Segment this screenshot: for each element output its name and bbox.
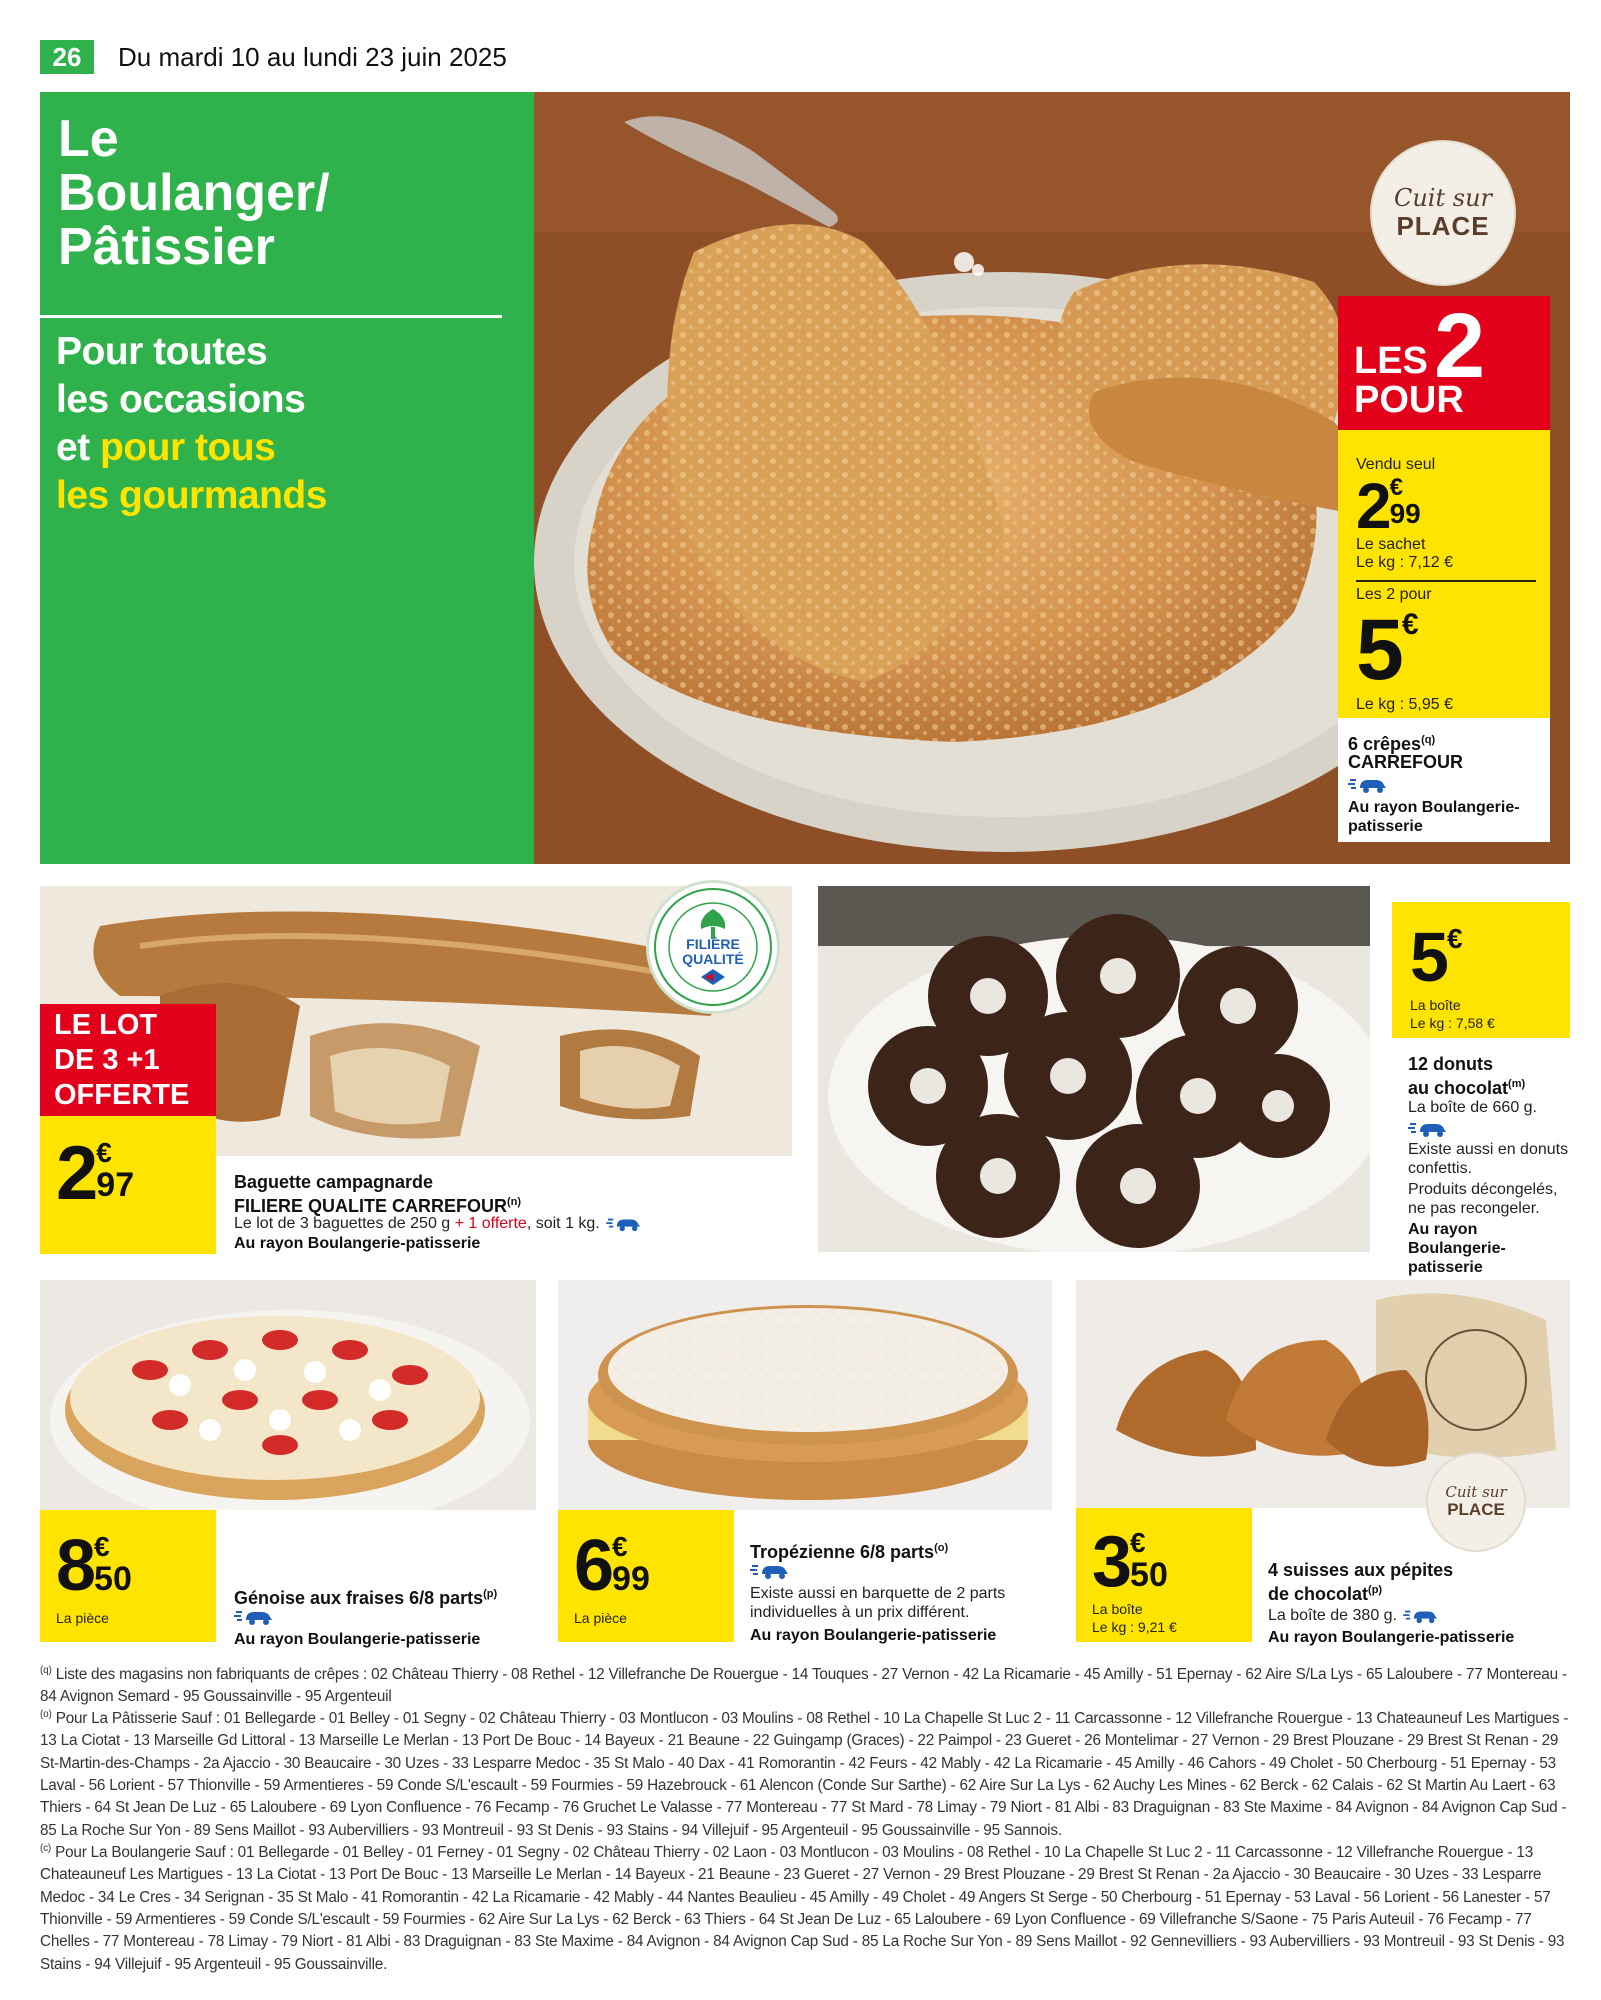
suisses-price-box: 3 € 50 La boîte Le kg : 9,21 € [1076, 1508, 1252, 1642]
section-tagline: Pour toutes les occasions et pour tous les gourmands [56, 330, 327, 517]
promo-les-2-pour: LES 2 POUR [1338, 296, 1550, 430]
baguette-price: 2 € 97 [56, 1131, 135, 1216]
donuts-price-box: 5 € La boîte Le kg : 7,58 € [1392, 902, 1570, 1038]
unit-label: Le sachet [1356, 536, 1426, 553]
genoise-price: 8 € 50 [56, 1526, 132, 1606]
donuts-photo [818, 886, 1370, 1252]
donuts-frozen-note: Produits décongelés, ne pas recongeler. [1408, 1181, 1558, 1217]
delivery-truck-icon [604, 1216, 644, 1232]
donuts-variant-note: Existe aussi en donuts confettis. [1408, 1141, 1569, 1177]
lot-kg-price: Le kg : 5,95 € [1356, 696, 1453, 713]
product-brand: CARREFOUR [1348, 752, 1463, 772]
tropezienne-price-box: 6 € 99 La pièce [558, 1510, 734, 1642]
baguette-name: Baguette campagnarde [234, 1172, 434, 1192]
lot-price: 5 € [1356, 602, 1419, 698]
cuit-sur-place-badge-icon: Cuit sur PLACE [1370, 140, 1516, 286]
suisses-rayon: Au rayon Boulangerie-patisserie [1268, 1629, 1515, 1646]
footnote-crepes: $^{(q)}$ Liste des magasins non fabriquants de crêpes : 02 Château Thierry - 08 Rethel - 12 Villefranche De Rouergue - 14 Touques - 27 Vernon - 42 La Ricamarie - 45 Amilly - 51 Epernay - 62 Aire S/La Lys - 65 Laloubere - 77 Montereau - 84 Avignon Semard - 95 Goussainville - 95 Argenteuil [40, 1665, 1567, 1706]
unit-price: 2 € 99 [1356, 470, 1421, 542]
tropezienne-description: Existe aussi en barquette de 2 parts individuelles à un prix différent. [750, 1585, 1006, 1621]
tropezienne-photo [558, 1280, 1052, 1510]
les-2-pour-label: Les 2 pour [1356, 586, 1432, 603]
vendu-seul-label: Vendu seul [1356, 456, 1436, 473]
baguette-description: Le lot de 3 baguettes de 250 g + 1 offerte, soit 1 kg. [234, 1214, 734, 1233]
promo-lot-3-plus-1: LE LOT DE 3 +1 OFFERTE [40, 1004, 216, 1116]
crepes-product-info [1338, 718, 1550, 842]
crepes-price-panel [1338, 430, 1550, 718]
genoise-name: Génoise aux fraises 6/8 parts$^{(p)}$ [234, 1588, 498, 1608]
baguette-rayon: Au rayon Boulangerie-patisserie [234, 1235, 481, 1252]
genoise-illustration [40, 1280, 536, 1510]
delivery-truck-icon [1348, 776, 1388, 794]
donuts-price: 5 € [1410, 918, 1463, 996]
donuts-illustration [818, 886, 1370, 1252]
genoise-price-box: 8 € 50 La pièce [40, 1510, 216, 1642]
page-number: 26 [40, 40, 94, 74]
suisses-weight: La boîte de 380 g. [1268, 1606, 1441, 1625]
donuts-rayon: Au rayon Boulangerie-patisserie [1408, 1221, 1506, 1276]
unit-kg-price: Le kg : 7,12 € [1356, 554, 1453, 571]
offer-period: Du mardi 10 au lundi 23 juin 2025 [118, 42, 507, 72]
genoise-rayon: Au rayon Boulangerie-patisserie [234, 1631, 481, 1648]
tropezienne-name: Tropézienne 6/8 parts$^{(o)}$ [750, 1542, 949, 1562]
genoise-photo [40, 1280, 536, 1510]
rayon-label: Au rayon Boulangerie-patisserie [1348, 799, 1520, 835]
tropezienne-rayon: Au rayon Boulangerie-patisserie [750, 1627, 997, 1644]
donuts-weight: La boîte de 660 g. [1408, 1099, 1537, 1116]
title-divider [40, 315, 502, 318]
tropezienne-price: 6 € 99 [574, 1526, 650, 1606]
price-divider [1356, 580, 1536, 582]
tropezienne-illustration [558, 1280, 1052, 1510]
section-title: Le Boulanger/ Pâtissier [58, 110, 330, 276]
delivery-truck-icon [234, 1608, 274, 1626]
cuit-sur-place-badge-icon: Cuit sur PLACE [1426, 1452, 1526, 1552]
footnote-boulangerie: $^{(c)}$ Pour La Boulangerie Sauf : 01 Bellegarde - 01 Belley - 01 Ferney - 01 Segny - 02 Château Thierry - 02 Laon - 03 Montlucon - 03 Moulins - 08 Rethel - 10 La Chapelle St Luc 2 - 11 Carcassonne - 12 Villefranche Rouergue - 13 Chateauneuf Les Martigues - 13 La Ciotat - 13 Port De Bouc - 13 Marseille Le Merlan - 14 Bayeux - 21 Beaune - 23 Gueret - 27 Vernon - 29 Brest Plouzane - 29 Brest St Renan - 2a Ajaccio - 30 Beaucaire - 30 Uzes - 33 Lesparre Medoc - 34 Le Cres - 34 Serignan - 35 St Malo - 41 Romorantin - 42 La Ricamarie - 42 Mably - 44 Nantes Beaulieu - 45 Amilly - 49 Cholet - 49 Angers St Serge - 50 Cherbourg - 51 Epernay - 53 Laval - 56 Lorient - 56 Lanester - 57 Thionville - 59 Armentieres - 59 Conde S/L'escault - 59 Fourmies - 62 Aire Sur La Lys - 62 Berck - 63 Thiers - 64 St Jean De Luz - 65 Laloubere - 69 Lyon Confluence - 69 Villefranche S/Saone - 75 Paris Auteuil - 76 Fecamp - 77 Chelles - 77 Montereau - 78 Limay - 79 Niort - 81 Albi - 83 Draguignan - 83 Ste Maxime - 84 Avignon - 84 Avignon Cap Sud - 85 La Roche Sur Yon - 89 Sens Maillot - 92 Gennevilliers - 93 Aubervilliers - 93 Montreuil - 93 St Denis - 93 Stains - 94 Villejuif - 95 Argenteuil - 95 Goussainville. [40, 1843, 1565, 1973]
baguette-price-box [40, 1116, 216, 1254]
delivery-truck-icon [750, 1562, 790, 1580]
filiere-qualite-badge-icon: FILIÈRE QUALITÉ [646, 880, 780, 1014]
baguette-brand: FILIERE QUALITE CARREFOUR$^{(n)}$ [234, 1196, 522, 1216]
suisses-name: 4 suisses aux pépites de chocolat$^{(p)}$ [1268, 1560, 1454, 1604]
footnote-patisserie: $^{(o)}$ Pour La Pâtisserie Sauf : 01 Bellegarde - 01 Belley - 01 Segny - 02 Château Thierry - 03 Montlucon - 03 Moulins - 08 Rethel - 10 La Chapelle St Luc 2 - 11 Carcassonne - 12 Villefranche Rouergue - 13 Chateauneuf Les Martigues - 13 La Ciotat - 13 Marseille Gd Littoral - 13 Marseille Le Merlan - 13 Port De Bouc - 14 Bayeux - 21 Beaune - 22 Guingamp (Graces) - 22 Paimpol - 23 Gueret - 26 Montelimar - 27 Vernon - 29 Brest Plouzane - 29 Brest St Renan - 29 St-Martin-des-Champs - 2a Ajaccio - 30 Beaucaire - 30 Uzes - 33 Lesparre Medoc - 35 St Malo - 40 Dax - 41 Romorantin - 42 Feurs - 42 Mably - 42 La Ricamarie - 45 Amilly - 46 Cahors - 49 Cholet - 50 Cherbourg - 51 Epernay - 53 Laval - 56 Lorient - 57 Thionville - 59 Armentieres - 59 Conde S/L'escault - 59 Fourmies - 59 Hazebrouck - 61 Alencon (Conde Sur Sarthe) - 62 Aire Sur La Lys - 62 Auchy Les Mines - 62 Berck - 62 Calais - 62 St Martin Au Laert - 63 Thiers - 64 St Jean De Luz - 65 Laloubere - 69 Lyon Confluence - 76 Fecamp - 76 Gruchet Le Valasse - 77 Montereau - 77 St Mard - 78 Limay - 79 Niort - 81 Albi - 83 Draguignan - 83 Ste Maxime - 84 Avignon - 84 Avignon Cap Sud - 85 La Roche Sur Yon - 89 Sens Maillot - 93 Aubervilliers - 93 Montreuil - 93 St Denis - 93 Stains - 94 Villejuif - 95 Argenteuil - 95 Goussainville - 95 Sannois. [40, 1709, 1569, 1839]
delivery-truck-icon [1401, 1608, 1441, 1624]
product-name: 6 crêpes$^{(q)}$ [1348, 734, 1436, 754]
suisses-price: 3 € 50 [1092, 1522, 1168, 1602]
donuts-name: 12 donuts au chocolat$^{(m)}$ [1408, 1054, 1526, 1098]
delivery-truck-icon [1408, 1120, 1448, 1138]
